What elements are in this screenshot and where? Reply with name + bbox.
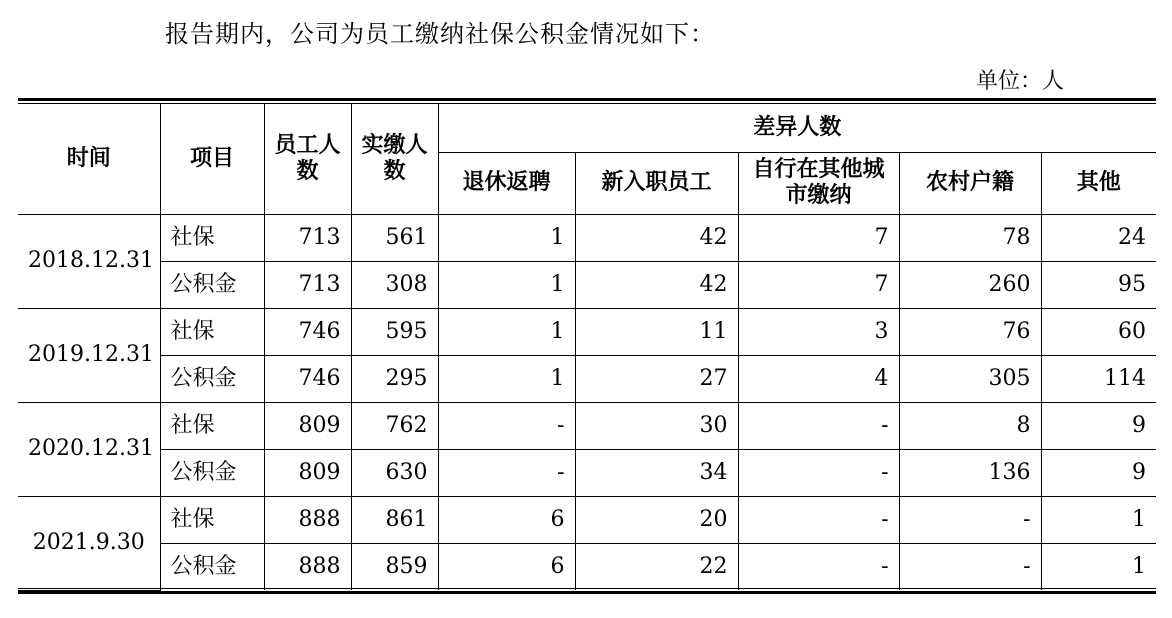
table-bottom-rule: [18, 591, 1156, 594]
item-cell: 社保: [160, 214, 264, 261]
employees-cell: 888: [264, 496, 351, 543]
header-paid: 实缴人数: [351, 104, 438, 214]
other-cell: 1: [1041, 543, 1156, 590]
paid-cell: 630: [351, 449, 438, 496]
header-time: 时间: [18, 104, 160, 214]
rural-cell: 8: [899, 402, 1041, 449]
other-cell: 114: [1041, 355, 1156, 402]
intro-text: 报告期内，公司为员工缴纳社保公积金情况如下：: [165, 20, 715, 48]
self-other-city-cell: 3: [738, 308, 899, 355]
header-other: 其他: [1041, 152, 1156, 214]
table-top-rule: [18, 98, 1156, 101]
header-employees: 员工人数: [264, 104, 351, 214]
paid-cell: 859: [351, 543, 438, 590]
item-cell: 公积金: [160, 449, 264, 496]
rural-cell: 76: [899, 308, 1041, 355]
paid-cell: 762: [351, 402, 438, 449]
new-hires-cell: 27: [575, 355, 738, 402]
employees-cell: 713: [264, 214, 351, 261]
self-other-city-cell: -: [738, 496, 899, 543]
retired-cell: 1: [438, 214, 575, 261]
unit-label: 单位：人: [975, 69, 1064, 94]
table-row: [18, 543, 1156, 590]
header-retired: 退休返聘: [438, 152, 575, 214]
item-cell: 公积金: [160, 355, 264, 402]
self-other-city-cell: -: [738, 402, 899, 449]
retired-cell: 1: [438, 355, 575, 402]
item-cell: 社保: [160, 402, 264, 449]
header-self-other-city: 自行在其他城市缴纳: [738, 152, 899, 214]
rural-cell: 78: [899, 214, 1041, 261]
table-row: [18, 402, 1156, 449]
item-cell: 公积金: [160, 543, 264, 590]
time-cell: 2018.12.31: [18, 214, 160, 308]
header-diff-group: 差异人数: [438, 104, 1156, 152]
new-hires-cell: 30: [575, 402, 738, 449]
other-cell: 24: [1041, 214, 1156, 261]
other-cell: 9: [1041, 402, 1156, 449]
rural-cell: -: [899, 543, 1041, 590]
paid-cell: 295: [351, 355, 438, 402]
item-cell: 社保: [160, 496, 264, 543]
table-row: [18, 449, 1156, 496]
new-hires-cell: 42: [575, 261, 738, 308]
item-cell: 社保: [160, 308, 264, 355]
table-row: [18, 308, 1156, 355]
retired-cell: -: [438, 449, 575, 496]
self-other-city-cell: 4: [738, 355, 899, 402]
social-insurance-table: [18, 104, 1156, 591]
new-hires-cell: 42: [575, 214, 738, 261]
self-other-city-cell: 7: [738, 214, 899, 261]
new-hires-cell: 22: [575, 543, 738, 590]
employees-cell: 713: [264, 261, 351, 308]
self-other-city-cell: -: [738, 543, 899, 590]
rural-cell: -: [899, 496, 1041, 543]
employees-cell: 746: [264, 355, 351, 402]
new-hires-cell: 11: [575, 308, 738, 355]
other-cell: 95: [1041, 261, 1156, 308]
header-item: 项目: [160, 104, 264, 214]
self-other-city-cell: 7: [738, 261, 899, 308]
other-cell: 60: [1041, 308, 1156, 355]
header-rural: 农村户籍: [899, 152, 1041, 214]
table-row: [18, 355, 1156, 402]
paid-cell: 861: [351, 496, 438, 543]
other-cell: 9: [1041, 449, 1156, 496]
rural-cell: 136: [899, 449, 1041, 496]
employees-cell: 809: [264, 449, 351, 496]
new-hires-cell: 20: [575, 496, 738, 543]
rural-cell: 305: [899, 355, 1041, 402]
retired-cell: 1: [438, 261, 575, 308]
employees-cell: 746: [264, 308, 351, 355]
time-cell: 2021.9.30: [18, 496, 160, 590]
table-bottom-rule-thin: [18, 588, 1156, 589]
paid-cell: 561: [351, 214, 438, 261]
paid-cell: 308: [351, 261, 438, 308]
paid-cell: 595: [351, 308, 438, 355]
self-other-city-cell: -: [738, 449, 899, 496]
time-cell: 2019.12.31: [18, 308, 160, 402]
rural-cell: 260: [899, 261, 1041, 308]
table-row: [18, 261, 1156, 308]
retired-cell: 1: [438, 308, 575, 355]
header-new-hires: 新入职员工: [575, 152, 738, 214]
table-row: [18, 214, 1156, 261]
employees-cell: 809: [264, 402, 351, 449]
other-cell: 1: [1041, 496, 1156, 543]
item-cell: 公积金: [160, 261, 264, 308]
retired-cell: -: [438, 402, 575, 449]
retired-cell: 6: [438, 496, 575, 543]
time-cell: 2020.12.31: [18, 402, 160, 496]
retired-cell: 6: [438, 543, 575, 590]
table-row: [18, 496, 1156, 543]
employees-cell: 888: [264, 543, 351, 590]
new-hires-cell: 34: [575, 449, 738, 496]
